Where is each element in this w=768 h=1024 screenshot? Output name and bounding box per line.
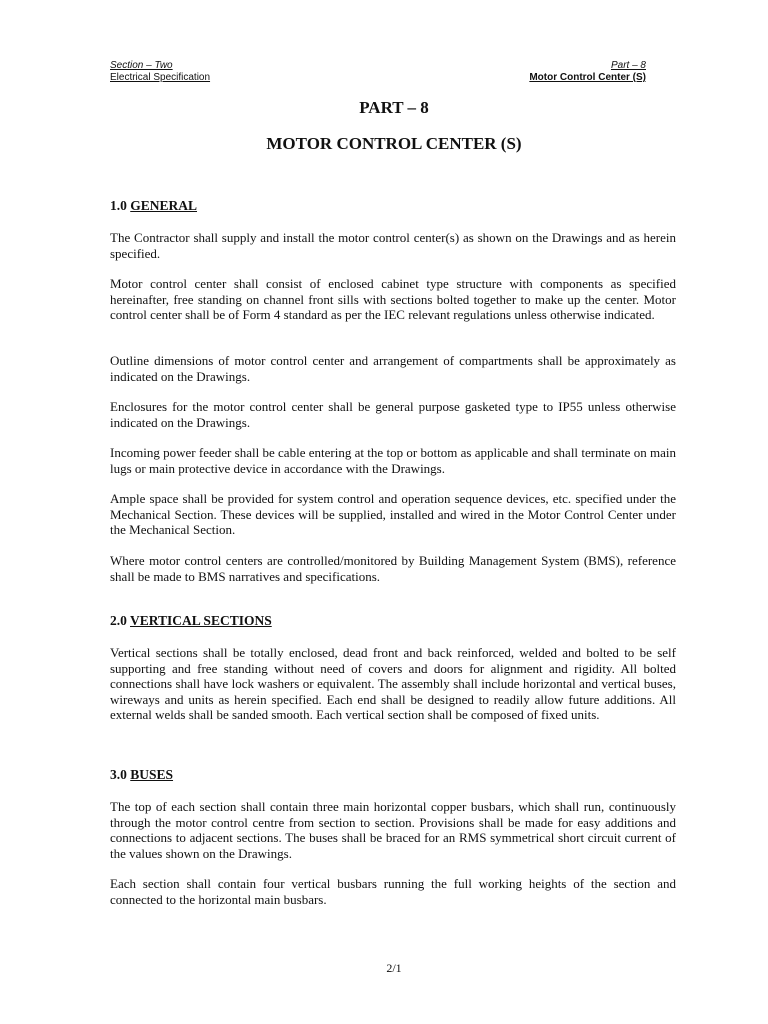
- page-number: 2/1: [386, 961, 402, 975]
- section-heading-buses: [110, 767, 173, 783]
- paragraph: Motor control center shall consist of enclosed cabinet type structure with components as specified hereinafter, free standing on channel front sills with sections bolted together to make up the center. Motor control center shall be of Form 4 standard as per the IEC relevant regulations unless otherwise indicated.: [110, 276, 676, 322]
- page-title: MOTOR CONTROL CENTER (S): [266, 134, 522, 153]
- section-number: 2.0: [110, 613, 127, 628]
- part-title: PART – 8: [359, 98, 429, 117]
- section-heading-vertical-sections: [110, 613, 272, 629]
- header-section-label: Section – Two: [110, 60, 173, 71]
- section-number: 3.0: [110, 767, 127, 782]
- paragraph: Vertical sections shall be totally enclosed, dead front and back reinforced, welded and bolted to be self supporting and free standing without need of covers and doors for alignment and rigidity. All bolted connections shall have lock washers or equivalent. The assembly shall include horizontal and vertical buses, wireways and units as herein specified. Each end shall be designed to readily allow future additions. All external welds shall be sanded smooth. Each vertical section shall be composed of fixed units.: [110, 645, 676, 722]
- header-document-label: Electrical Specification: [110, 72, 211, 83]
- header-chapter-label: Motor Control Center (S): [529, 72, 646, 83]
- paragraph: Outline dimensions of motor control center and arrangement of compartments shall be approximately as indicated on the Drawings.: [110, 353, 676, 384]
- section-heading-general: [110, 198, 197, 214]
- paragraph: Each section shall contain four vertical busbars running the full working heights of the section and connected to the horizontal main busbars.: [110, 876, 676, 907]
- section-title: BUSES: [130, 767, 174, 782]
- paragraph: Ample space shall be provided for system control and operation sequence devices, etc. specified under the Mechanical Section. These devices will be supplied, installed and wired in the Motor Control Center under the Mechanical Section.: [110, 491, 676, 537]
- paragraph: Where motor control centers are controlled/monitored by Building Management System (BMS), reference shall be made to BMS narratives and specifications.: [110, 553, 676, 584]
- paragraph: The top of each section shall contain three main horizontal copper busbars, which shall run, continuously through the motor control centre from section to section. Provisions shall be made for easy additions and connections to adjacent sections. The buses shall be braced for an RMS symmetrical short circuit current of the values shown on the Drawings.: [110, 799, 676, 861]
- section-title: GENERAL: [130, 198, 198, 213]
- paragraph: Enclosures for the motor control center shall be general purpose gasketed type to IP55 unless otherwise indicated on the Drawings.: [110, 399, 676, 430]
- header-part-label: Part – 8: [610, 60, 646, 71]
- paragraph: The Contractor shall supply and install the motor control center(s) as shown on the Drawings and as herein specified.: [110, 230, 676, 261]
- section-title: VERTICAL SECTIONS: [130, 613, 272, 628]
- paragraph: Incoming power feeder shall be cable entering at the top or bottom as applicable and shall terminate on main lugs or main protective device in accordance with the Drawings.: [110, 445, 676, 476]
- section-number: 1.0: [110, 198, 127, 213]
